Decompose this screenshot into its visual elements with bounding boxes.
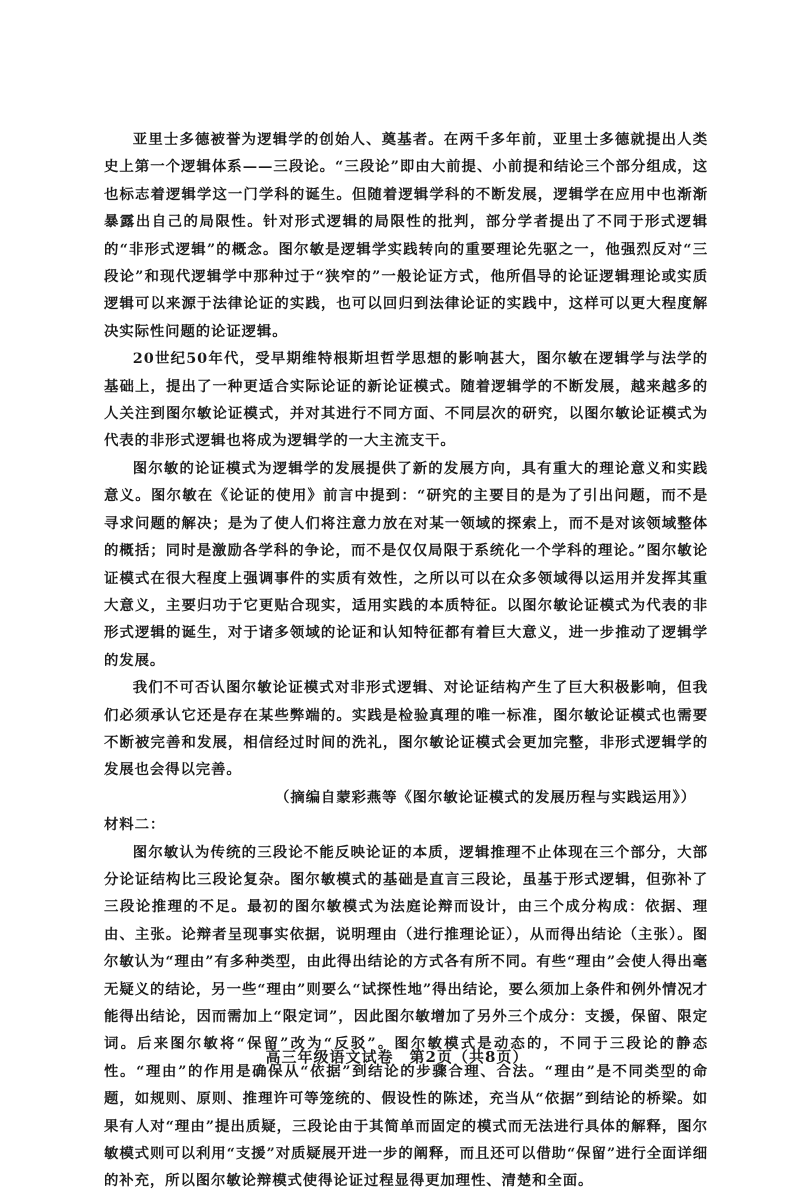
material-two-label: 材料二： xyxy=(104,816,166,834)
material-one-citation: （摘编自蒙彩燕等《图尔敏论证模式的发展历程与实践运用》） xyxy=(275,788,696,806)
page-footer: 高三年级语文试卷 第2页（共8页） xyxy=(265,1048,529,1066)
material-one-paragraph-4: 我们不可否认图尔敏论证模式对非形式逻辑、对论证结构产生了巨大积极影响，但我们必须承认它还是存在某些弊端的。实践是检验真理的唯一标准，图尔敏论证模式也需要不断被完善和发展，相信经过时间的洗礼，图尔敏论证模式会更加完整，非形式逻辑学的发展也会得以完善。 xyxy=(104,679,708,779)
exam-page-body xyxy=(104,126,708,1195)
material-two-paragraph-1: 图尔敏认为传统的三段论不能反映论证的本质，逻辑推理不止体现在三个部分，大部分论证结构比三段论复杂。图尔敏模式的基础是直言三段论，虽基于形式逻辑，但弥补了三段论推理的不足。最初的图尔敏模式为法庭论辩而设计，由三个成分构成：依据、理由、主张。论辩者呈现事实依据，说明理由（进行推理论证），从而得出结论（主张）。图尔敏认为“理由”有多种类型，由此得出结论的方式各有所不同。有些“理由”会使人得出毫无疑义的结论，另一些“理由”则要么“试探性地”得出结论，要么须加上条件和例外情况才能得出结论，因而需加上“限定词”，因此图尔敏增加了另外三个成分：支援，保留、限定词。后来图尔敏将“保留”改为“反驳”。图尔敏模式是动态的，不同于三段论的静态性。“理由”的作用是确保从“依据”到结论的步骤合理、合法。“理由”是不同类型的命题，如规则、原则、推理许可等笼统的、假设性的陈述，充当从“依据”到结论的桥梁。如果有人对“理由”提出质疑，三段论由于其简单而固定的模式而无法进行具体的解释，图尔敏模式则可以利用“支援”对质疑展开进一步的阐释，而且还可以借助“保留”进行全面详细的补充，所以图尔敏论辩模式使得论证过程显得更加理性、清楚和全面。 xyxy=(104,843,708,1190)
material-one-paragraph-3: 图尔敏的论证模式为逻辑学的发展提供了新的发展方向，具有重大的理论意义和实践意义。图尔敏在《论证的使用》前言中提到：“研究的主要目的是为了引出问题，而不是寻求问题的解决；是为了使人们将注意力放在对某一领域的探索上，而不是对该领域整体的概括；同时是激励各学科的争论，而不是仅仅局限于系统化一个学科的理论。”图尔敏论证模式在很大程度上强调事件的实质有效性，之所以可以在众多领域得以运用并发挥其重大意义，主要归功于它更贴合现实，适用实践的本质特征。以图尔敏论证模式为代表的非形式逻辑的诞生，对于诸多领域的论证和认知特征都有着巨大意义，进一步推动了逻辑学的发展。 xyxy=(104,459,708,669)
material-one-paragraph-2: 20世纪50年代，受早期维特根斯坦哲学思想的影响甚大，图尔敏在逻辑学与法学的基础上，提出了一种更适合实际论证的新论证模式。随着逻辑学的不断发展，越来越多的人关注到图尔敏论证模式，并对其进行不同方面、不同层次的研究，以图尔敏论证模式为代表的非形式逻辑也将成为逻辑学的一大主流支干。 xyxy=(104,350,708,450)
material-one-paragraph-1: 亚里士多德被誉为逻辑学的创始人、奠基者。在两千多年前，亚里士多德就提出人类史上第一个逻辑体系——三段论。“三段论”即由大前提、小前提和结论三个部分组成，这也标志着逻辑学这一门学科的诞生。但随着逻辑学科的不断发展，逻辑学在应用中也渐渐暴露出自己的局限性。针对形式逻辑的局限性的批判，部分学者提出了不同于形式逻辑的“非形式逻辑”的概念。图尔敏是逻辑学实践转向的重要理论先驱之一，他强烈反对“三段论”和现代逻辑学中那种过于“狭窄的”一般论证方式，他所倡导的论证逻辑理论或实质逻辑可以来源于法律论证的实践，也可以回归到法律论证的实践中，这样可以更大程度解决实际性问题的论证逻辑。 xyxy=(104,131,708,340)
